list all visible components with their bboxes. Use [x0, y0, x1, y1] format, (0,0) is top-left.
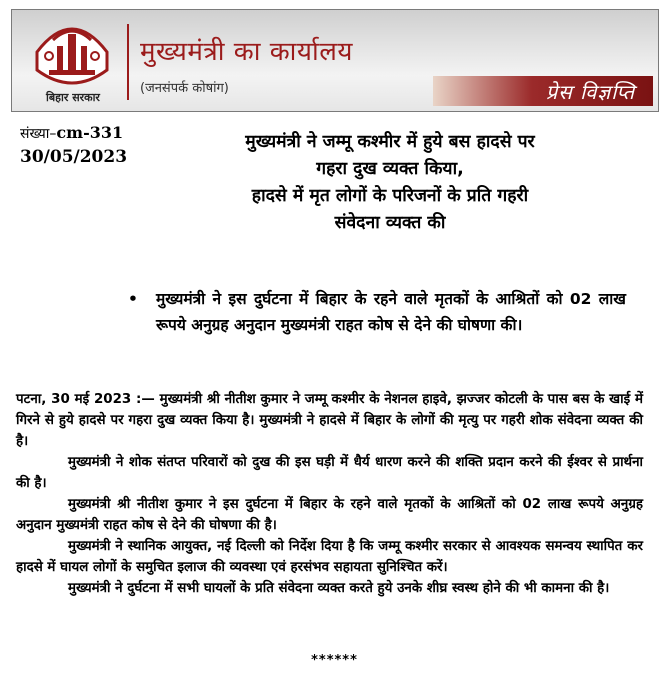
office-title: मुख्यमंत्री का कार्यालय [140, 37, 353, 67]
headline [160, 129, 620, 237]
body-paragraph: मुख्यमंत्री ने शोक संतप्त परिवारों को दुख की इस घड़ी में धैर्य धारण करने की शक्ति प्रदान करने की ईश्वर से प्रार्थना की है। [16, 455, 643, 491]
press-release-label: प्रेस विज्ञप्ति [545, 80, 635, 104]
bihar-emblem-icon [27, 12, 117, 94]
office-subtitle: (जनसंपर्क कोषांग) [140, 81, 229, 96]
reference-code: cm-331 [56, 123, 124, 142]
press-release-banner [433, 76, 653, 106]
reference-prefix: संख्या– [20, 126, 57, 142]
body-paragraph: पटना, 30 मई 2023 :— मुख्यमंत्री श्री नीतीश कुमार ने जम्मू कश्मीर के नेशनल हाइवे, झज्जर कोटली के पास बस के खाई में गिरने से हुये हादसे पर गहरा दुख व्यक्त किया है। मुख्यमंत्री ने हादसे में बिहार के लोगों की मृत्यु पर गहरी शोक संवेदना व्यक्त की है। [16, 392, 643, 449]
headline-line: मुख्यमंत्री ने जम्मू कश्मीर में हुये बस हादसे पर [245, 132, 535, 152]
headline-line: हादसे में मृत लोगों के परिजनों के प्रति गहरी [251, 186, 529, 206]
headline-line: संवेदना व्यक्त की [334, 213, 446, 233]
bullet-text: मुख्यमंत्री ने इस दुर्घटना में बिहार के रहने वाले मृतकों के आश्रितों को 02 लाख रूपये अनुग्रह अनुदान मुख्यमंत्री राहत कोष से देने की घोषणा की। [156, 290, 626, 334]
highlight-bullet [130, 286, 626, 338]
bullet-dot-icon: • [128, 290, 138, 308]
release-date: 30/05/2023 [20, 147, 128, 167]
letterhead-banner [11, 9, 659, 112]
body-paragraph: मुख्यमंत्री श्री नीतीश कुमार ने इस दुर्घटना में बिहार के रहने वाले मृतकों के आश्रितों को 02 लाख रूपये अनुग्रह अनुदान मुख्यमंत्री राहत कोष से देने की घोषणा की है। [16, 497, 643, 533]
gov-label: बिहार सरकार [46, 91, 100, 104]
body-paragraph: मुख्यमंत्री ने स्थानिक आयुक्त, नई दिल्ली को निर्देश दिया है कि जम्मू कश्मीर सरकार से आवश्यक समन्वय स्थापित कर हादसे में घायल लोगों के समुचित इलाज की व्यवस्था एवं हरसंभव सहायता सुनिश्चित करें। [16, 539, 643, 575]
headline-line: गहरा दुख व्यक्त किया, [316, 159, 464, 179]
body-paragraph: मुख्यमंत्री ने दुर्घटना में सभी घायलों के प्रति संवेदना व्यक्त करते हुये उनके शीघ्र स्वस्थ होने की भी कामना की है। [68, 581, 610, 596]
header-divider [127, 24, 129, 100]
release-meta [20, 123, 127, 167]
end-mark: ****** [311, 653, 358, 668]
release-body [16, 389, 643, 599]
reference-number [20, 123, 127, 143]
